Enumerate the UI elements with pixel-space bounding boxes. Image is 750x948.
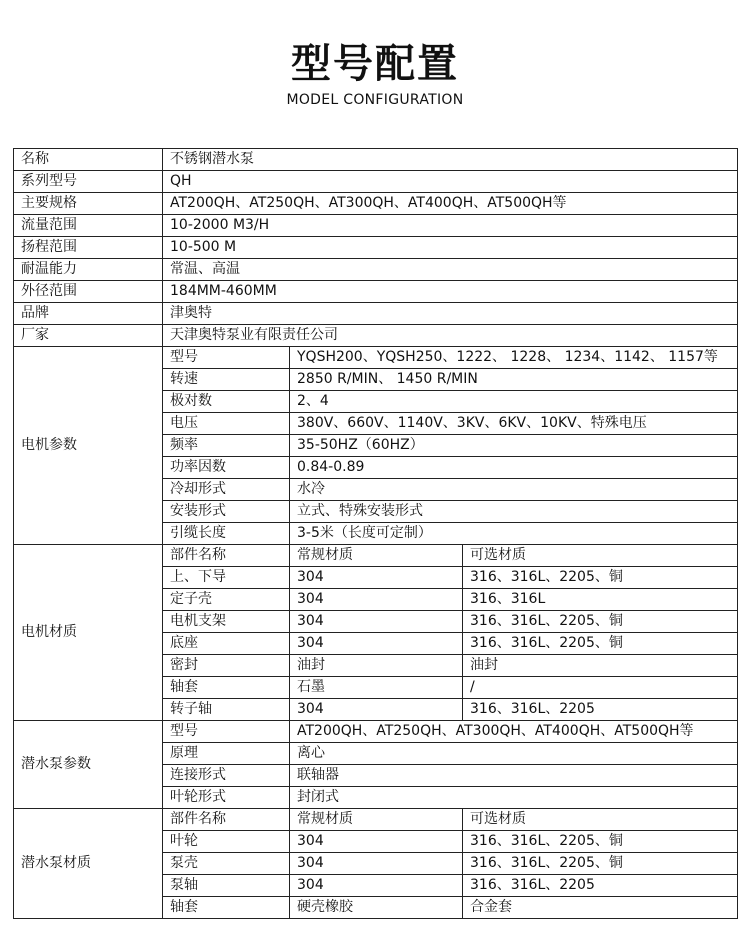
param-value: 联轴器 xyxy=(290,765,738,787)
part-name: 叶轮 xyxy=(163,831,290,853)
optional-material: 油封 xyxy=(463,655,738,677)
field-value: AT200QH、AT250QH、AT300QH、AT400QH、AT500QH等 xyxy=(163,193,738,215)
param-value: 35-50HZ（60HZ） xyxy=(290,435,738,457)
table-row xyxy=(14,237,738,259)
table-row xyxy=(14,281,738,303)
param-name: 连接形式 xyxy=(163,765,290,787)
field-label: 主要规格 xyxy=(14,193,163,215)
field-label: 扬程范围 xyxy=(14,237,163,259)
standard-material: 304 xyxy=(290,831,463,853)
field-label: 外径范围 xyxy=(14,281,163,303)
optional-material: 合金套 xyxy=(463,897,738,919)
param-name: 型号 xyxy=(163,721,290,743)
table-row xyxy=(14,259,738,281)
param-value: 2、4 xyxy=(290,391,738,413)
param-name: 功率因数 xyxy=(163,457,290,479)
optional-material: 316、316L xyxy=(463,589,738,611)
param-value: 2850 R/MIN、 1450 R/MIN xyxy=(290,369,738,391)
standard-material: 常规材质 xyxy=(290,545,463,567)
table-row xyxy=(14,215,738,237)
standard-material: 304 xyxy=(290,875,463,897)
standard-material: 石墨 xyxy=(290,677,463,699)
part-name: 密封 xyxy=(163,655,290,677)
part-name: 泵壳 xyxy=(163,853,290,875)
table-row xyxy=(14,149,738,171)
param-name: 型号 xyxy=(163,347,290,369)
table-row xyxy=(14,325,738,347)
param-name: 极对数 xyxy=(163,391,290,413)
page-title: 型号配置 xyxy=(291,41,459,87)
field-label: 品牌 xyxy=(14,303,163,325)
param-value: 3-5米（长度可定制） xyxy=(290,523,738,545)
part-name: 电机支架 xyxy=(163,611,290,633)
field-value: 常温、高温 xyxy=(163,259,738,281)
param-name: 引缆长度 xyxy=(163,523,290,545)
part-name: 底座 xyxy=(163,633,290,655)
standard-material: 304 xyxy=(290,567,463,589)
standard-material: 常规材质 xyxy=(290,809,463,831)
standard-material: 304 xyxy=(290,699,463,721)
optional-material: 可选材质 xyxy=(463,545,738,567)
field-label: 流量范围 xyxy=(14,215,163,237)
standard-material: 304 xyxy=(290,633,463,655)
standard-material: 304 xyxy=(290,611,463,633)
section-label: 电机参数 xyxy=(14,347,163,545)
field-value: 天津奥特泵业有限责任公司 xyxy=(163,325,738,347)
field-label: 厂家 xyxy=(14,325,163,347)
model-config-table xyxy=(13,148,738,919)
optional-material: 316、316L、2205 xyxy=(463,875,738,897)
param-value: 立式、特殊安装形式 xyxy=(290,501,738,523)
param-value: YQSH200、YQSH250、1222、 1228、 1234、1142、 1157等 xyxy=(290,347,738,369)
param-name: 安装形式 xyxy=(163,501,290,523)
part-name: 部件名称 xyxy=(163,545,290,567)
section-label: 电机材质 xyxy=(14,545,163,721)
param-value: AT200QH、AT250QH、AT300QH、AT400QH、AT500QH等 xyxy=(290,721,738,743)
field-value: 津奥特 xyxy=(163,303,738,325)
section-label: 潜水泵材质 xyxy=(14,809,163,919)
part-name: 轴套 xyxy=(163,677,290,699)
param-name: 频率 xyxy=(163,435,290,457)
param-name: 原理 xyxy=(163,743,290,765)
table-row xyxy=(14,347,738,369)
part-name: 泵轴 xyxy=(163,875,290,897)
part-name: 上、下导 xyxy=(163,567,290,589)
part-name: 部件名称 xyxy=(163,809,290,831)
field-label: 耐温能力 xyxy=(14,259,163,281)
standard-material: 油封 xyxy=(290,655,463,677)
param-name: 电压 xyxy=(163,413,290,435)
field-value: 不锈钢潜水泵 xyxy=(163,149,738,171)
param-value: 380V、660V、1140V、3KV、6KV、10KV、特殊电压 xyxy=(290,413,738,435)
optional-material: 316、316L、2205 xyxy=(463,699,738,721)
table-row xyxy=(14,193,738,215)
optional-material: 316、316L、2205、铜 xyxy=(463,567,738,589)
section-label: 潜水泵参数 xyxy=(14,721,163,809)
part-name: 轴套 xyxy=(163,897,290,919)
page-subtitle: MODEL CONFIGURATION xyxy=(286,92,464,108)
part-name: 定子壳 xyxy=(163,589,290,611)
field-value: QH xyxy=(163,171,738,193)
field-label: 系列型号 xyxy=(14,171,163,193)
standard-material: 304 xyxy=(290,853,463,875)
table-row xyxy=(14,809,738,831)
table-row xyxy=(14,721,738,743)
param-name: 冷却形式 xyxy=(163,479,290,501)
optional-material: / xyxy=(463,677,738,699)
table-row xyxy=(14,303,738,325)
table-row xyxy=(14,545,738,567)
standard-material: 304 xyxy=(290,589,463,611)
param-value: 离心 xyxy=(290,743,738,765)
optional-material: 可选材质 xyxy=(463,809,738,831)
param-value: 水冷 xyxy=(290,479,738,501)
field-value: 10-2000 M3/H xyxy=(163,215,738,237)
optional-material: 316、316L、2205、铜 xyxy=(463,633,738,655)
standard-material: 硬壳橡胶 xyxy=(290,897,463,919)
optional-material: 316、316L、2205、铜 xyxy=(463,831,738,853)
optional-material: 316、316L、2205、铜 xyxy=(463,853,738,875)
param-value: 封闭式 xyxy=(290,787,738,809)
param-value: 0.84-0.89 xyxy=(290,457,738,479)
field-value: 184MM-460MM xyxy=(163,281,738,303)
param-name: 转速 xyxy=(163,369,290,391)
table-row xyxy=(14,171,738,193)
part-name: 转子轴 xyxy=(163,699,290,721)
field-value: 10-500 M xyxy=(163,237,738,259)
optional-material: 316、316L、2205、铜 xyxy=(463,611,738,633)
param-name: 叶轮形式 xyxy=(163,787,290,809)
field-label: 名称 xyxy=(14,149,163,171)
